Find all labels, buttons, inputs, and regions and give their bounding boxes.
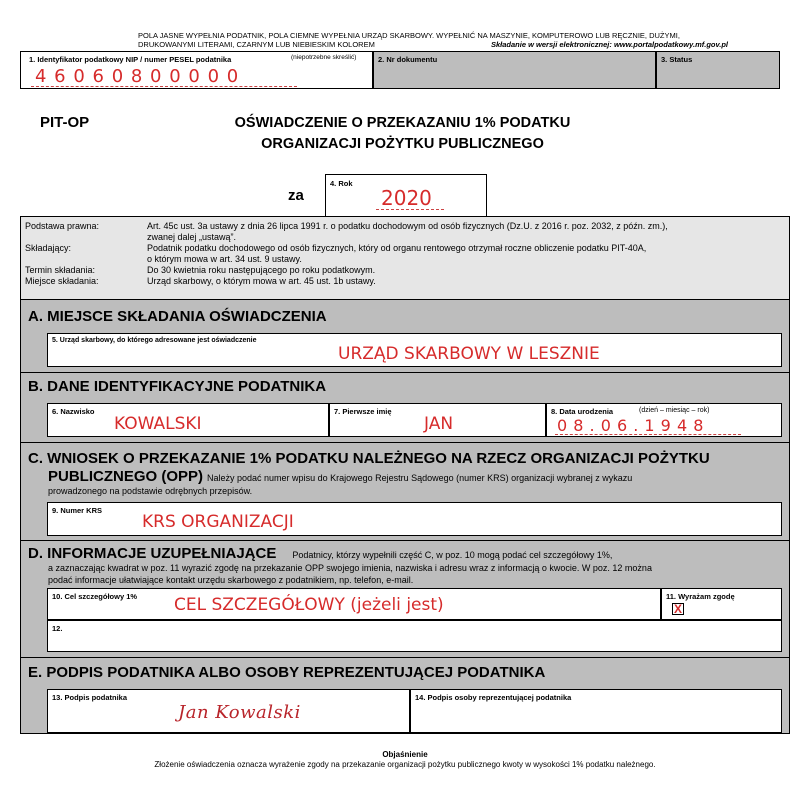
year-label: 4. Rok xyxy=(330,179,353,188)
first-name-label: 7. Pierwsze imię xyxy=(334,407,392,416)
section-b-divider xyxy=(20,372,790,373)
tax-office-field[interactable] xyxy=(47,333,782,367)
consent-checkbox[interactable] xyxy=(672,603,684,615)
contact-info-field[interactable] xyxy=(47,620,782,652)
basis-label: Podstawa prawna: xyxy=(25,221,100,231)
section-c-title-1: C. WNIOSEK O PRZEKAZANIE 1% PODATKU NALEŻNEGO NA RZECZ ORGANIZACJI POŻYTKU xyxy=(28,450,710,467)
first-name-field[interactable] xyxy=(329,403,546,437)
header-instructions xyxy=(138,31,738,49)
section-d-header xyxy=(28,545,783,586)
section-a-title: A. MIEJSCE SKŁADANIA OŚWIADCZENIA xyxy=(28,308,327,325)
legal-basis xyxy=(20,216,790,300)
instructions-line-1: POLA JASNE WYPEŁNIA PODATNIK, POLA CIEMNE WYPEŁNIA URZĄD SKARBOWY. WYPEŁNIĆ NA MASZYNIE, KOMPUTEROWO LUB RĘCZNIE, DUŻYMI, xyxy=(138,31,680,40)
representative-signature-field[interactable] xyxy=(410,689,782,733)
section-e-title: E. PODPIS PODATNIKA ALBO OSOBY REPREZENTUJĄCEJ PODATNIKA xyxy=(28,664,546,681)
nip-pesel-field[interactable] xyxy=(20,51,373,89)
document-number-field xyxy=(373,51,656,89)
tax-office-label: 5. Urząd skarbowy, do którego adresowane jest oświadczenie xyxy=(52,337,257,344)
surname-field[interactable] xyxy=(47,403,329,437)
checkbox-mark-icon: X xyxy=(674,602,683,616)
section-d-divider xyxy=(20,540,790,541)
submitter-label: Składający: xyxy=(25,243,72,253)
section-c-note-1: Należy podać numer wpisu do Krajowego Rejestru Sądowego (numer KRS) organizacji wybranej z wykazu xyxy=(207,473,633,483)
section-d-note-3: podać informacje ułatwiające kontakt urzędu skarbowego z podatnikiem, np. telefon, e-mail. xyxy=(48,575,414,585)
section-d-note-1: Podatnicy, którzy wypełnili część C, w poz. 10 mogą podać cel szczegółowy 1%, xyxy=(292,550,613,560)
form-title-line-2: ORGANIZACJI POŻYTKU PUBLICZNEGO xyxy=(261,136,544,152)
place-label: Miejsce składania: xyxy=(25,276,99,286)
surname-value: KOWALSKI xyxy=(114,414,202,434)
birth-date-label: 8. Data urodzenia xyxy=(551,407,614,416)
birth-date-note: (dzień – miesiąc – rok) xyxy=(639,407,710,414)
section-c-divider xyxy=(20,442,790,443)
place-text: Urząd skarbowy, o którym mowa w art. 45 ust. 1b ustawy. xyxy=(147,276,376,286)
first-name-value: JAN xyxy=(424,414,454,434)
birth-date-underline xyxy=(555,434,741,435)
status-label: 3. Status xyxy=(661,55,693,64)
consent-field xyxy=(661,588,782,620)
footer xyxy=(20,750,790,770)
document-number-label: 2. Nr dokumentu xyxy=(378,55,438,64)
za-label: za xyxy=(288,187,304,204)
contact-info-label: 12. xyxy=(52,624,63,633)
consent-label: 11. Wyrażam zgodę xyxy=(666,592,735,601)
electronic-note: Składanie w wersji elektronicznej: www.portalpodatkowy.mf.gov.pl xyxy=(491,40,728,49)
year-value: 2020 xyxy=(381,186,432,210)
footer-text: Złożenie oświadczenia oznacza wyrażenie zgody na przekazanie organizacji pożytku publicznego kwoty w wysokości 1% podatku należnego. xyxy=(154,760,656,769)
nip-pesel-value: 4 6 0 6 0 8 0 0 0 0 0 xyxy=(35,66,240,87)
form-title-line-1: OŚWIADCZENIE O PRZEKAZANIU 1% PODATKU xyxy=(234,115,571,131)
section-c-note-2: prowadzonego na podstawie odrębnych przepisów. xyxy=(48,486,253,496)
nip-pesel-label: 1. Identyfikator podatkowy NIP / numer PESEL podatnika xyxy=(29,55,232,64)
instructions-line-2: DRUKOWANYMI LITERAMI, CZARNYM LUB NIEBIESKIM KOLOREM xyxy=(138,40,375,49)
section-c-header xyxy=(28,450,778,497)
krs-value: KRS ORGANIZACJI xyxy=(142,512,294,532)
taxpayer-signature: Jan Kowalski xyxy=(178,702,301,723)
section-d-title: D. INFORMACJE UZUPEŁNIAJĄCE xyxy=(28,545,277,562)
birth-date-value: 0 8 . 0 6 . 1 9 4 8 xyxy=(557,416,704,435)
tax-office-value: URZĄD SKARBOWY W LESZNIE xyxy=(338,344,600,364)
form-title xyxy=(210,113,595,155)
submitter-text-2: o którym mowa w art. 34 ust. 9 ustawy. xyxy=(147,254,302,264)
section-b-title: B. DANE IDENTYFIKACYJNE PODATNIKA xyxy=(28,378,327,395)
goal-label: 10. Cel szczegółowy 1% xyxy=(52,592,138,601)
deadline-label: Termin składania: xyxy=(25,265,96,275)
surname-label: 6. Nazwisko xyxy=(52,407,95,416)
krs-label: 9. Numer KRS xyxy=(52,506,103,515)
taxpayer-signature-label: 13. Podpis podatnika xyxy=(52,693,128,702)
status-field xyxy=(656,51,780,89)
nip-pesel-underline xyxy=(31,86,297,87)
submitter-text-1: Podatnik podatku dochodowego od osób fizycznych, który od organu rentowego otrzymał roczne obliczenie podatku PIT-40A, xyxy=(147,243,647,253)
birth-date-field[interactable] xyxy=(546,403,782,437)
deadline-text: Do 30 kwietnia roku następującego po roku podatkowym. xyxy=(147,265,376,275)
representative-signature-label: 14. Podpis osoby reprezentującej podatnika xyxy=(415,693,572,702)
year-underline xyxy=(376,209,444,210)
goal-value: CEL SZCZEGÓŁOWY (jeżeli jest) xyxy=(174,595,444,615)
nip-pesel-note: (niepotrzebne skreślić) xyxy=(291,54,357,61)
section-c-title-2: PUBLICZNEGO (OPP) xyxy=(48,468,204,485)
footer-heading: Objaśnienie xyxy=(382,750,428,759)
section-e-divider xyxy=(20,657,790,658)
basis-text-2: zwanej dalej „ustawą”. xyxy=(147,232,237,242)
taxpayer-signature-field[interactable] xyxy=(47,689,410,733)
section-d-note-2: a zaznaczając kwadrat w poz. 11 wyrazić zgodę na przekazanie OPP swojego imienia, nazwiska i adresu wraz z informacją o kwocie. W poz. 12 można xyxy=(48,563,652,573)
goal-field[interactable] xyxy=(47,588,661,620)
year-field[interactable] xyxy=(325,174,487,216)
basis-text-1: Art. 45c ust. 3a ustawy z dnia 26 lipca 1991 r. o podatku dochodowym od osób fizycznych (Dz.U. z 2016 r. poz. 2032, z późn. zm.), xyxy=(147,221,668,231)
form-code: PIT-OP xyxy=(40,114,90,131)
krs-field[interactable] xyxy=(47,502,782,536)
